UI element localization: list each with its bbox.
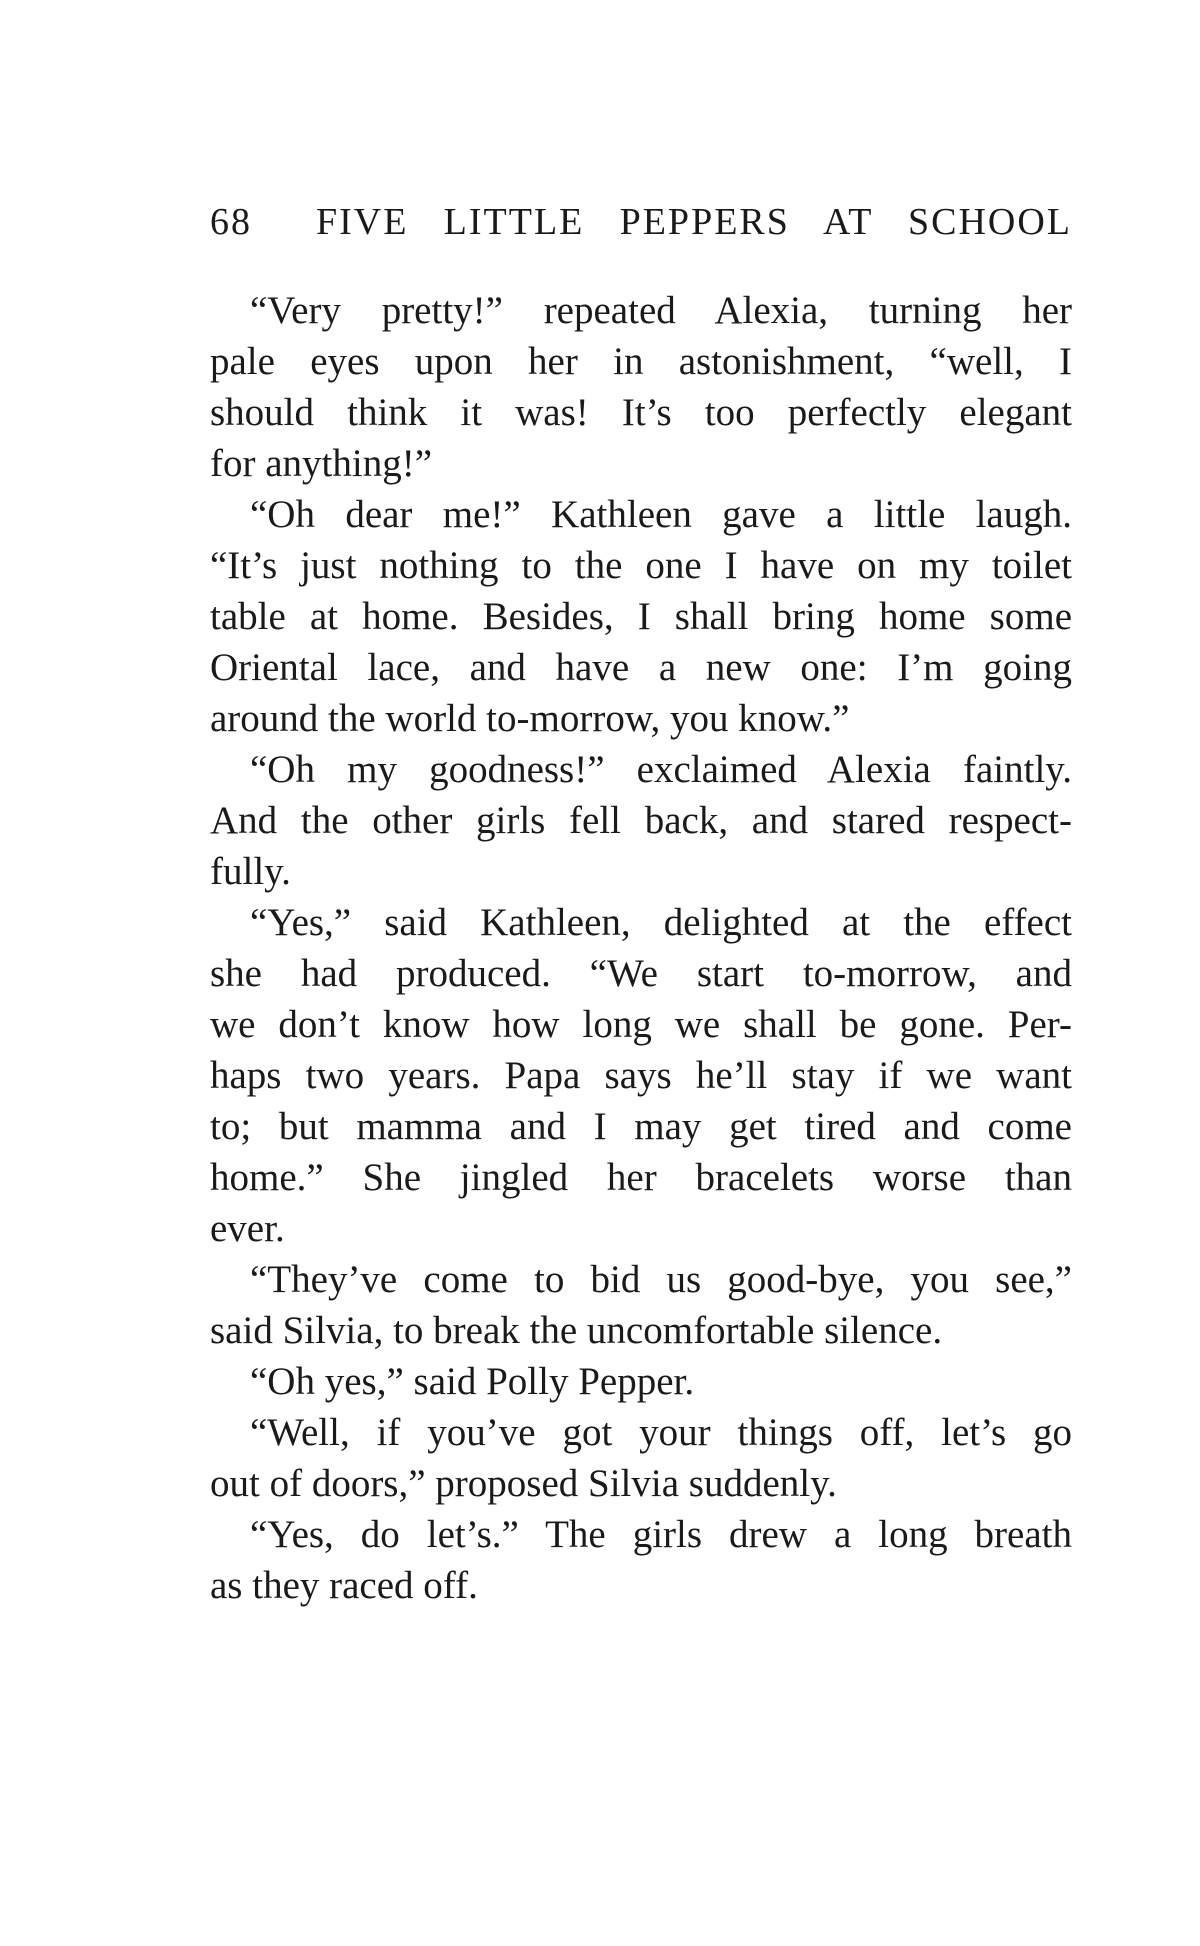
text-line: said Silvia, to break the uncomfortable silence.: [210, 1309, 943, 1352]
text-line: “Yes, do let’s.” The girls drew a long breath: [250, 1513, 1072, 1556]
text-line: ever.: [210, 1207, 285, 1250]
text-line: And the other girls fell back, and stared respect-: [210, 799, 1072, 842]
page-header: [210, 200, 1072, 244]
text-line: “Well, if you’ve got your things off, let’s go: [250, 1411, 1072, 1454]
text-line: as they raced off.: [210, 1564, 478, 1607]
text-line: we don’t know how long we shall be gone. Per-: [210, 1003, 1072, 1046]
text-line: “Yes,” said Kathleen, delighted at the effect: [250, 901, 1072, 944]
running-title: FIVE LITTLE PEPPERS AT SCHOOL: [316, 201, 1072, 243]
text-line: for anything!”: [210, 442, 433, 485]
text-line: table at home. Besides, I shall bring home some: [210, 595, 1072, 638]
text-line: “Oh my goodness!” exclaimed Alexia faintly.: [250, 748, 1072, 791]
text-line: “Oh yes,” said Polly Pepper.: [250, 1360, 695, 1403]
text-line: pale eyes upon her in astonishment, “well, I: [210, 340, 1072, 383]
text-line: out of doors,” proposed Silvia suddenly.: [210, 1462, 837, 1505]
text-line: to; but mamma and I may get tired and come: [210, 1105, 1072, 1148]
text-line: fully.: [210, 850, 291, 893]
text-line: should think it was! It’s too perfectly elegant: [210, 391, 1072, 434]
text-line: “Very pretty!” repeated Alexia, turning her: [250, 289, 1072, 332]
text-line: haps two years. Papa says he’ll stay if we want: [210, 1054, 1072, 1097]
text-line: “Oh dear me!” Kathleen gave a little laugh.: [250, 493, 1072, 536]
text-line: around the world to-morrow, you know.”: [210, 697, 850, 740]
text-line: home.” She jingled her bracelets worse than: [210, 1156, 1072, 1199]
text-line: “They’ve come to bid us good-bye, you see,”: [250, 1258, 1072, 1301]
page-number: 68: [210, 201, 252, 243]
body-text: [210, 285, 1072, 1611]
text-line: Oriental lace, and have a new one: I’m going: [210, 646, 1072, 689]
text-line: she had produced. “We start to-morrow, and: [210, 952, 1072, 995]
text-line: “It’s just nothing to the one I have on my toilet: [210, 544, 1072, 587]
